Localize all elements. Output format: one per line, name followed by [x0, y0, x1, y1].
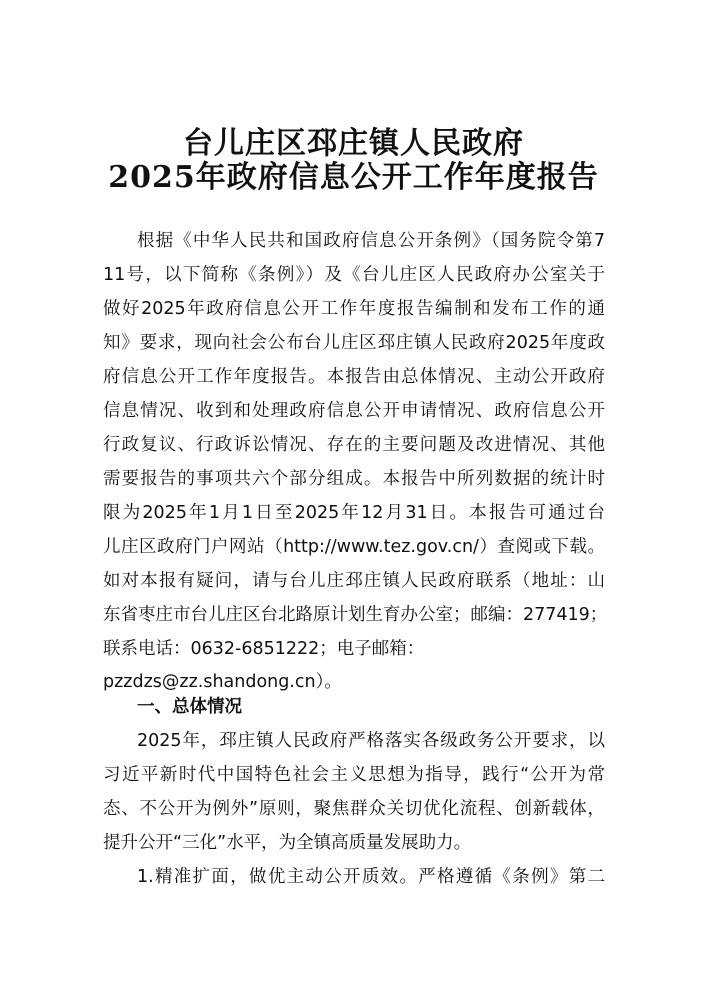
intro-line: 11号，以下简称《条例》）及《台儿庄区人民政府办公室关于 — [103, 265, 605, 285]
overview-line: 提升公开“三化”水平，为全镇高质量发展助力。 — [103, 833, 472, 853]
report-title-line2: 2025年政府信息公开工作年度报告 — [108, 160, 599, 195]
overview-line: 2025年，邳庄镇人民政府严格落实各级政务公开要求，以 — [137, 731, 605, 751]
intro-line: 东省枣庄市台儿庄区台北路原计划生育办公室；邮编：277419； — [103, 605, 608, 625]
intro-line: 府信息公开工作年度报告。本报告由总体情况、主动公开政府 — [103, 367, 605, 387]
intro-line: 限为2025年1月1日至2025年12月31日。本报告可通过台 — [103, 503, 605, 523]
intro-line: 需要报告的事项共六个部分组成。本报告中所列数据的统计时 — [103, 469, 605, 489]
overview-line: 习近平新时代中国特色社会主义思想为指导，践行“公开为常 — [103, 765, 605, 785]
intro-line: 信息情况、收到和处理政府信息公开申请情况、政府信息公开 — [103, 401, 605, 421]
intro-line: 知》要求，现向社会公布台儿庄区邳庄镇人民政府2025年度政 — [103, 333, 605, 353]
overview-line: 态、不公开为例外”原则，聚焦群众关切优化流程、创新载体， — [103, 799, 605, 819]
intro-line: 行政复议、行政诉讼情况、存在的主要问题及改进情况、其他 — [103, 435, 605, 455]
intro-line: 如对本报有疑问，请与台儿庄邳庄镇人民政府联系（地址：山 — [103, 571, 605, 591]
section-heading-overview: 一、总体情况 — [137, 697, 242, 717]
intro-line: 儿庄区政府门户网站（http://www.tez.gov.cn/）查阅或下载。 — [103, 537, 605, 557]
report-title-line1: 台儿庄区邳庄镇人民政府 — [183, 126, 524, 161]
intro-line: 联系电话：0632-6851222；电子邮箱： — [103, 639, 425, 659]
overview-line: 1.精准扩面，做优主动公开质效。严格遵循《条例》第二 — [137, 867, 605, 887]
intro-line: 根据《中华人民共和国政府信息公开条例》（国务院令第7 — [137, 231, 605, 251]
intro-line-email: pzzdzs@zz.shandong.cn）。 — [103, 672, 342, 692]
intro-line: 做好2025年政府信息公开工作年度报告编制和发布工作的通 — [103, 299, 605, 319]
